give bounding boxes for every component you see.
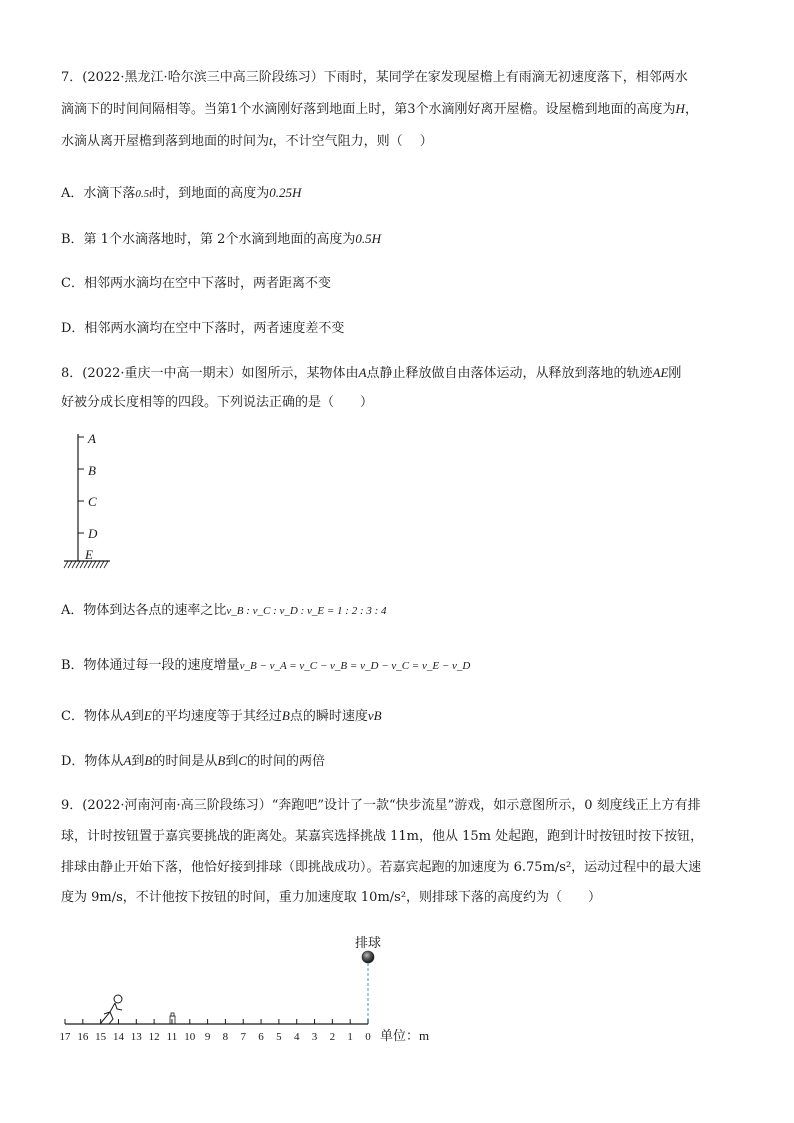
q8-option-a [61, 602, 387, 620]
q7-stem-line-2 [61, 100, 698, 119]
q9-tick-label: 8 [222, 1031, 229, 1043]
q8-point-label-d: D [88, 526, 98, 541]
q8-stem-line-1 [61, 364, 681, 383]
q7-text: ，不计空气阻力，则（ ） [272, 134, 433, 149]
q9-tick-label: 16 [77, 1031, 89, 1043]
q8-opt-text: 的平均速度等于其经过 [151, 709, 282, 724]
q7-option-c: C．相邻两水滴均在空中下落时，两者距离不变 [61, 276, 331, 291]
q9-tick-label: 15 [95, 1031, 107, 1043]
q8-opt-text: 到 [130, 709, 144, 724]
q7-stem-line-3 [61, 132, 433, 151]
q7-opt-math: 0.25H [269, 185, 302, 200]
q8-opt-var: A [122, 708, 131, 723]
q7-stem-line-1: 7．(2022·黑龙江·哈尔滨三中高三阶段练习）下雨时，某同学在家发现屋檐上有雨滴无初速度落下，相邻两水 [61, 70, 688, 85]
q9-tick-label: 1 [347, 1031, 353, 1043]
q8-opt-var: vB [367, 708, 382, 723]
q8-stem-line-2: 好被分成长度相等的四段。下列说法正确的是（ ） [61, 395, 374, 410]
q9-tick-label: 3 [311, 1031, 318, 1043]
q8-opt-formula: v_B − v_A = v_C − v_B = v_D − v_C = v_E − v_D [239, 660, 471, 672]
q8-opt-var: B [144, 753, 153, 768]
q8-text: 8．(2022·重庆一中高一期末）如图所示，某物体由 [61, 366, 359, 381]
q8-opt-text: A．物体到达各点的速率之比 [61, 603, 227, 618]
q8-opt-var: C [238, 753, 248, 768]
q7-text: 滴滴下的时间间隔相等。当第1个水滴刚好落到地面上时，第3个水滴刚好离开屋檐。设屋檐到地面的高度为 [61, 102, 676, 117]
q7-opt-math: 0.5H [355, 231, 382, 246]
q7-text: 水滴从离开屋檐到落到地面的时间为 [61, 134, 270, 149]
q9-track-figure [55, 930, 455, 1050]
q8-opt-text: 的时间的两倍 [247, 754, 326, 769]
q9-tick-label: 12 [148, 1031, 160, 1043]
q9-tick-label: 9 [204, 1031, 211, 1043]
q7-var-t: t [269, 133, 273, 148]
q7-option-a [61, 184, 301, 203]
q9-tick-label: 6 [258, 1031, 264, 1043]
q9-tick-label: 10 [184, 1031, 196, 1043]
q9-stem-line-1: 9．(2022·河南河南·高三阶段练习）“奔跑吧”设计了一款“快步流星”游戏，如示意图所示，0 刻度线正上方有排 [61, 798, 701, 813]
q9-tick-label: 11 [166, 1031, 178, 1043]
q8-opt-text: 到 [131, 754, 145, 769]
q7-opt-math: 0.5t [135, 188, 153, 200]
q8-opt-text: 到 [225, 754, 239, 769]
q8-point-label-c: C [88, 494, 97, 509]
q9-tick-label: 5 [276, 1031, 282, 1043]
q8-free-fall-figure [58, 428, 118, 576]
q9-tick-label: 7 [240, 1031, 246, 1043]
q9-unit-label: 单位：m [380, 1028, 430, 1043]
q7-option-b [61, 230, 381, 249]
q8-text: 点静止释放做自由落体运动，从释放到落地的轨迹 [366, 366, 653, 381]
q8-point-label-b: B [88, 463, 96, 478]
q9-tick-label: 13 [130, 1031, 142, 1043]
q8-ground [64, 561, 110, 568]
q8-opt-var: B [217, 753, 226, 768]
q8-opt-text: 点的瞬时速度 [289, 709, 368, 724]
q8-opt-var: B [281, 708, 290, 723]
q7-opt-text: A．水滴下落 [61, 186, 136, 201]
q8-text: 刚 [668, 366, 682, 381]
q9-ball-label: 排球 [354, 935, 382, 950]
q8-var: A [358, 365, 367, 380]
q8-opt-text: 的时间是从 [152, 754, 218, 769]
q9-tick-label: 14 [112, 1031, 124, 1043]
q8-opt-text: D．物体从 [61, 754, 124, 769]
q8-option-b [61, 657, 470, 675]
timer-button-icon [170, 1013, 175, 1024]
q8-opt-formula: v_B : v_C : v_D : v_E = 1 : 2 : 3 : 4 [226, 605, 387, 617]
q8-point-label-a: A [88, 431, 96, 446]
q9-tick-label: 4 [293, 1031, 300, 1043]
q8-opt-text: B．物体通过每一段的速度增量 [61, 658, 240, 673]
q9-stem-line-4: 度为 9m/s，不计他按下按钮的时间，重力加速度取 10m/s²，则排球下落的高度约为（ ） [61, 890, 602, 905]
q7-option-d: D．相邻两水滴均在空中下落时，两者速度差不变 [61, 321, 345, 336]
q9-tick-label: 0 [365, 1031, 371, 1043]
q8-point-label-e: E [85, 547, 93, 562]
q7-var-H: H [675, 101, 685, 116]
q9-tick-labels [60, 1031, 372, 1043]
q7-opt-text: B．第 1个水滴落地时，第 2个水滴到地面的高度为 [61, 232, 356, 247]
q8-opt-var: A [123, 753, 132, 768]
q8-opt-var: E [143, 708, 152, 723]
q8-var: AE [652, 365, 669, 380]
volleyball-icon [362, 951, 374, 963]
q7-text: ， [684, 102, 698, 117]
q8-opt-text: C．物体从 [61, 709, 123, 724]
q9-stem-line-2: 球，计时按钮置于嘉宾要挑战的距离处。某嘉宾选择挑战 11m，他从 15m 处起跑，跑到计时按钮时按下按钮， [61, 829, 704, 844]
q8-option-c [61, 707, 382, 726]
q7-opt-text: 时，到地面的高度为 [152, 186, 270, 201]
q9-tick-label: 2 [329, 1031, 336, 1043]
q9-stem-line-3: 排球由静止开始下落，他恰好接到排球（即挑战成功）。若嘉宾起跑的加速度为 6.75m/s²，运动过程中的最大速 [61, 860, 702, 875]
q9-tick-label: 17 [59, 1031, 71, 1043]
q8-option-d [61, 752, 325, 771]
